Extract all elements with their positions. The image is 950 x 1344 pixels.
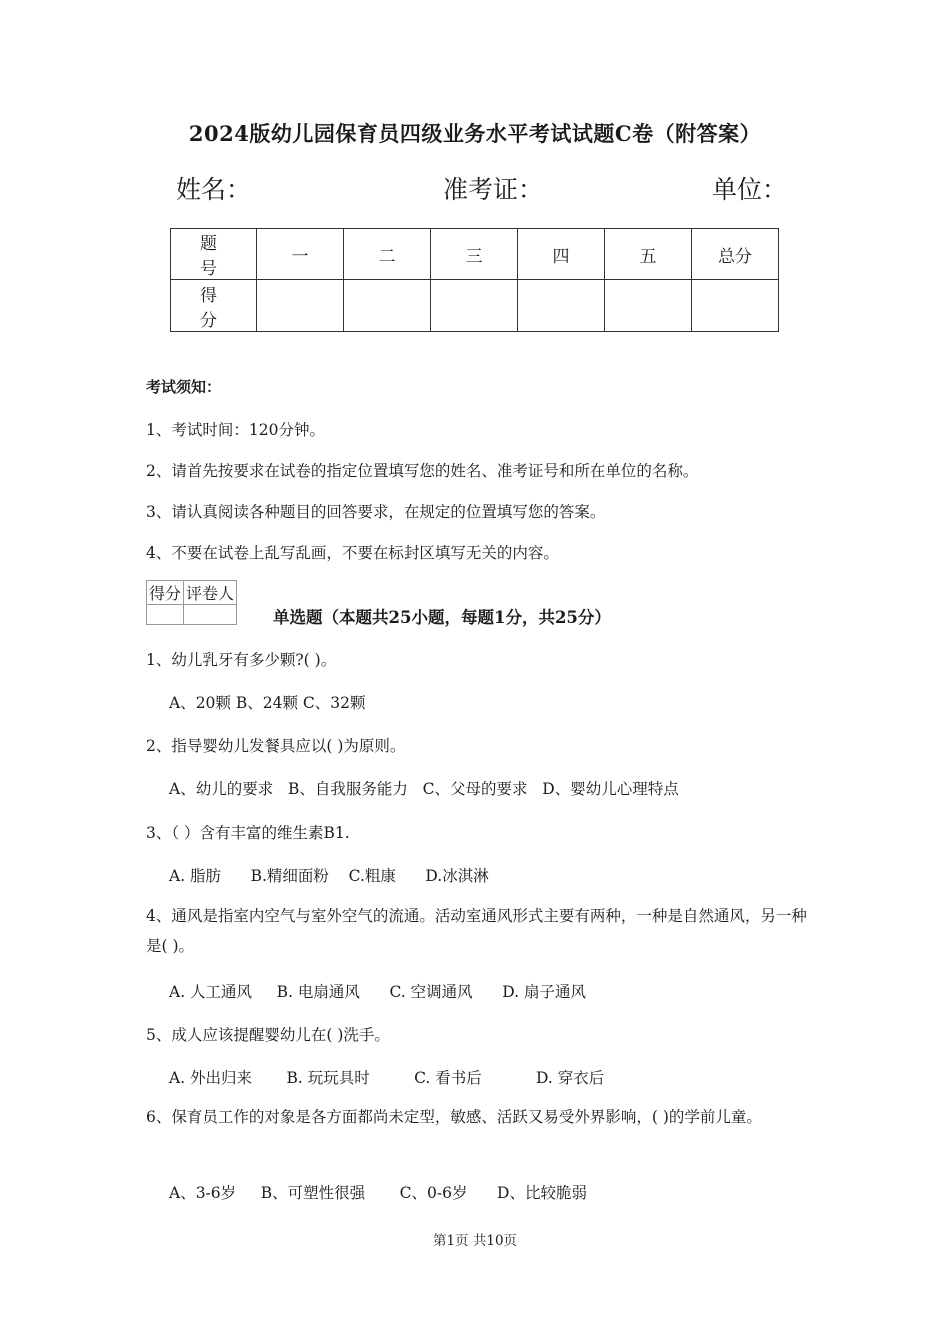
question-options: A. 外出归来 B. 玩玩具时 C. 看书后 D. 穿衣后 xyxy=(169,1069,605,1087)
question-options: A、幼儿的要求 B、自我服务能力 C、父母的要求 D、婴幼儿心理特点 xyxy=(169,780,679,798)
question-stem: 4、通风是指室内空气与室外空气的流通。活动室通风形式主要有两种，一种是自然通风，另一种是( )。 xyxy=(146,907,807,955)
score-header-cell: 三 xyxy=(431,229,518,280)
notice-item: 2、请首先按要求在试卷的指定位置填写您的姓名、准考证号和所在单位的名称。 xyxy=(146,462,699,480)
unit-field-label: 单位： xyxy=(712,175,788,204)
exam-id-field-label: 准考证： xyxy=(443,175,544,204)
grader-reviewer-cell[interactable] xyxy=(184,605,237,625)
question-options: A、3-6岁 B、可塑性很强 C、0-6岁 D、比较脆弱 xyxy=(169,1184,587,1202)
grader-score-label: 得分 xyxy=(147,581,184,605)
score-table xyxy=(170,228,779,332)
score-header-cell: 四 xyxy=(518,229,605,280)
score-cell[interactable] xyxy=(431,280,518,332)
question-stem: 2、指导婴幼儿发餐具应以( )为原则。 xyxy=(146,737,406,755)
question-stem: 3、（ ）含有丰富的维生素B1. xyxy=(146,824,350,842)
notice-heading: 考试须知： xyxy=(146,378,222,396)
name-field-label: 姓名： xyxy=(176,175,252,204)
score-header-label: 题 号 xyxy=(171,229,257,280)
score-table-header-row xyxy=(171,229,779,280)
score-cell[interactable] xyxy=(518,280,605,332)
score-header-cell: 二 xyxy=(344,229,431,280)
notice-item: 3、请认真阅读各种题目的回答要求，在规定的位置填写您的答案。 xyxy=(146,503,606,521)
score-cell[interactable] xyxy=(605,280,692,332)
question-stem: 5、成人应该提醒婴幼儿在( )洗手。 xyxy=(146,1026,390,1044)
notice-item: 4、不要在试卷上乱写乱画，不要在标封区填写无关的内容。 xyxy=(146,544,559,562)
question-stem: 6、保育员工作的对象是各方面都尚未定型，敏感、活跃又易受外界影响，( )的学前儿童。 xyxy=(146,1108,762,1126)
grader-box xyxy=(146,580,237,625)
grader-score-cell[interactable] xyxy=(147,605,184,625)
grader-reviewer-label: 评卷人 xyxy=(184,581,237,605)
score-cell[interactable] xyxy=(344,280,431,332)
question-options: A. 脂肪 B.精细面粉 C.粗康 D.冰淇淋 xyxy=(169,867,489,885)
notice-item: 1、考试时间：120分钟。 xyxy=(146,421,325,439)
score-row-label: 得 分 xyxy=(171,280,257,332)
section-title: 单选题（本题共25小题，每题1分，共25分） xyxy=(273,608,611,627)
question-stem: 1、幼儿乳牙有多少颗?( )。 xyxy=(146,651,337,669)
score-header-cell: 一 xyxy=(257,229,344,280)
question-options: A. 人工通风 B. 电扇通风 C. 空调通风 D. 扇子通风 xyxy=(169,983,586,1001)
score-header-cell: 总分 xyxy=(692,229,779,280)
score-header-cell: 五 xyxy=(605,229,692,280)
page-title: 2024版幼儿园保育员四级业务水平考试试题C卷（附答案） xyxy=(188,121,762,146)
page-footer: 第1页 共10页 xyxy=(432,1233,518,1249)
score-cell[interactable] xyxy=(692,280,779,332)
score-table-score-row xyxy=(171,280,779,332)
question-options: A、20颗 B、24颗 C、32颗 xyxy=(169,694,366,712)
